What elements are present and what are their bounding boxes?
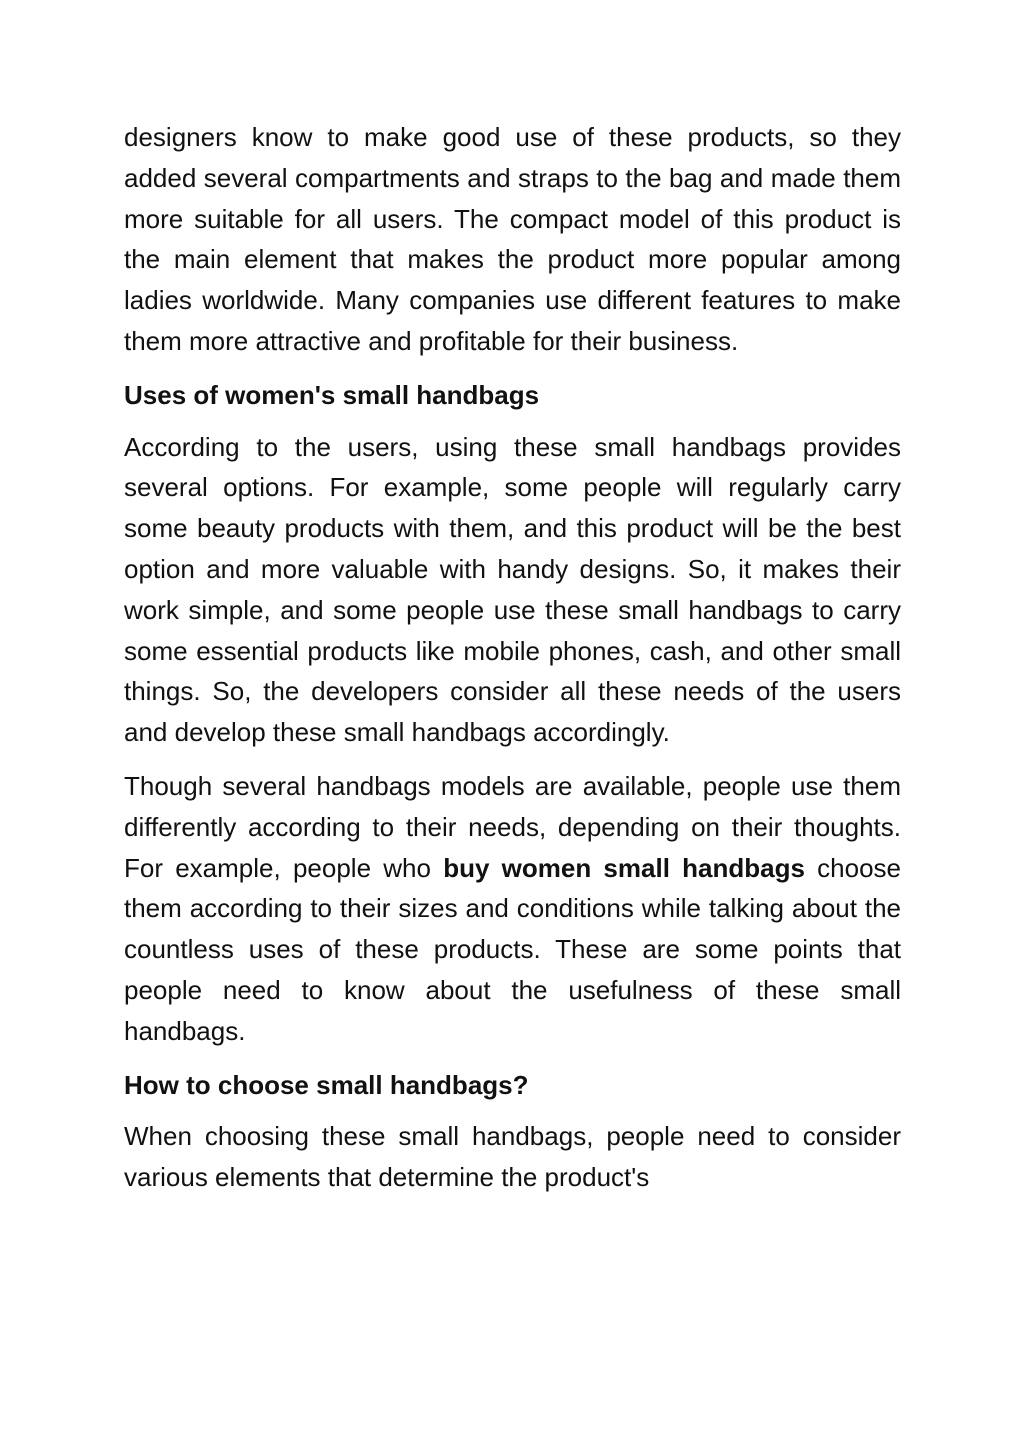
- heading-uses: Uses of women's small handbags: [124, 379, 540, 410]
- paragraph-models-text-before: Though several handbags models are available, people use them differently according to their needs, depending on their thoughts. For example, people who: [124, 770, 901, 883]
- paragraph-models: [124, 766, 901, 1052]
- paragraph-models-text-after: choose them according to their sizes and conditions while talking about the countless uses of these products. These are some points that people need to know about the usefulness of these small handbags.: [124, 852, 902, 1046]
- bold-phrase: buy women small handbags: [443, 852, 805, 883]
- document-page: [124, 117, 901, 1198]
- heading-choose: How to choose small handbags?: [124, 1069, 529, 1100]
- paragraph-choose: When choosing these small handbags, people need to consider various elements that determine the product's: [124, 1121, 901, 1193]
- paragraph-uses: According to the users, using these small handbags provides several options. For example, some people will regularly carry some beauty products with them, and this product will be the best option and more valuable with handy designs. So, it makes their work simple, and some people use these small handbags to carry some essential products like mobile phones, cash, and other small things. So, the developers consider all these needs of the users and develop these small handbags accordingly.: [124, 431, 901, 748]
- paragraph-intro: designers know to make good use of these products, so they added several compartments and straps to the bag and made them more suitable for all users. The compact model of this product is the main element that makes the product more popular among ladies worldwide. Many companies use different features to make them more attractive and profitable for their business.: [124, 122, 901, 356]
